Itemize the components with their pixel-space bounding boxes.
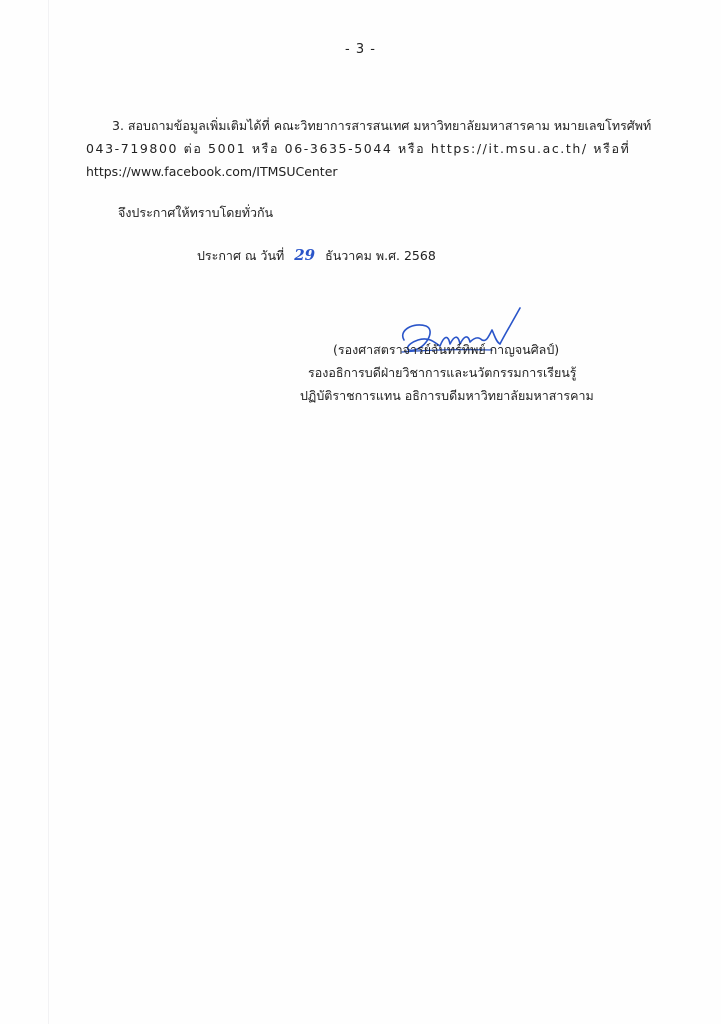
contact-line-3: https://www.facebook.com/ITMSUCenter <box>86 164 338 179</box>
signature-block <box>300 338 600 407</box>
signer-position: รองอธิการบดีฝ่ายวิชาการและนวัตกรรมการเรียนรู้ <box>308 365 577 380</box>
date-prefix: ประกาศ ณ วันที่ <box>197 248 285 263</box>
contact-line-1: 3. สอบถามข้อมูลเพิ่มเติมได้ที่ คณะวิทยาการสารสนเทศ มหาวิทยาลัยมหาสารคาม หมายเลขโทรศัพท์ <box>112 118 652 133</box>
contact-line-2: 043-719800 ต่อ 5001 หรือ 06-3635-5044 หรือ https://it.msu.ac.th/ หรือที่ <box>86 141 631 156</box>
contact-paragraph <box>86 114 652 183</box>
signer-name: (รองศาสตราจารย์จันทร์ทิพย์ กาญจนศิลป์) <box>333 342 560 357</box>
announcement-text: จึงประกาศให้ทราบโดยทั่วกัน <box>118 205 274 220</box>
date-suffix: ธันวาคม พ.ศ. 2568 <box>325 248 436 263</box>
page-number: - 3 - <box>345 42 376 57</box>
announcement-date <box>197 246 436 266</box>
signer-acting-role: ปฏิบัติราชการแทน อธิการบดีมหาวิทยาลัยมหาสารคาม <box>300 388 594 403</box>
scan-margin-line <box>48 0 49 1024</box>
handwritten-day: 29 <box>294 246 316 264</box>
